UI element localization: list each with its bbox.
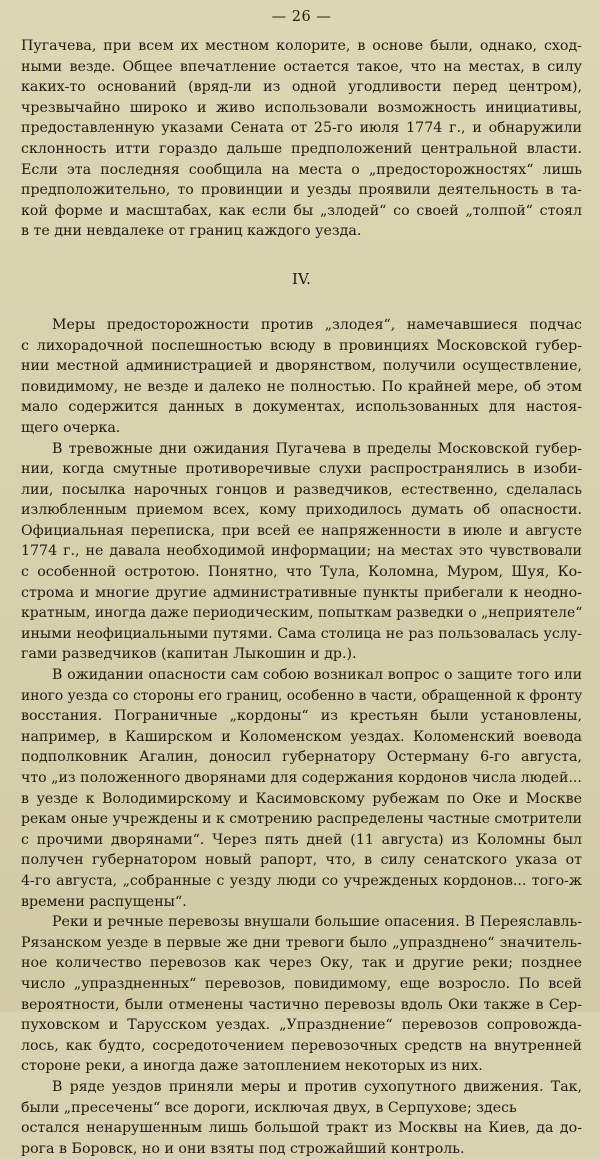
text-line: В ожидании опасности сам собою возникал вопрос о защите того или xyxy=(52,667,582,684)
text-line: 1774 г., не давала необходимой информации; на местах это чувствовали xyxy=(21,543,582,560)
paragraph-3 xyxy=(21,665,582,912)
text-line: каких-то оснований (вряд-ли из одной угодливости перед центром), xyxy=(21,79,582,96)
text-line: получен губернатором новый рапорт, что, в силу сенатского указа от xyxy=(21,852,582,869)
text-line: Рязанском уезде в первые же дни тревоги было „упразднено“ значитель- xyxy=(21,934,582,951)
paragraph-1 xyxy=(21,315,582,439)
text-line: В тревожные дни ожидания Пугачева в пределы Московской губер- xyxy=(52,440,582,457)
text-line: чрезвычайно широко и живо использовали возможность инициативы, xyxy=(21,99,582,116)
text-line: стороне реки, а иногда даже затоплением некоторых из них. xyxy=(21,1058,483,1075)
text-line: повидимому, не везде и далеко не полностью. По крайней мере, об этом xyxy=(21,378,582,395)
text-line: восстания. Пограничные „кордоны“ из крестьян были установлены, xyxy=(21,708,582,725)
text-line: В ряде уездов приняли меры и против сухопутного движения. Так, xyxy=(52,1078,582,1095)
text-line: ное количество перевозов как через Оку, так и другие реки; позднее xyxy=(21,955,582,972)
text-line: с особенной остротою. Понятно, что Тула, Коломна, Муром, Шуя, Ко- xyxy=(21,564,582,581)
text-line: например, в Каширском и Коломенском уездах. Коломенский воевода xyxy=(21,728,582,745)
paragraph-5 xyxy=(21,1077,582,1159)
text-line: с прочими дворянами“. Через пять дней (11 августа) из Коломны был xyxy=(21,831,582,848)
text-line: ными везде. Общее впечатление остается такое, что на местах, в силу xyxy=(21,58,582,75)
text-line: строма и многие другие административные пункты прибегали к неодно- xyxy=(21,584,582,601)
text-line: Реки и речные перевозы внушали большие опасения. В Переяславль- xyxy=(52,914,582,931)
text-line: склонность итти гораздо дальше предположений центральной власти. xyxy=(21,140,582,157)
text-line: в уезде к Володимирскому и Касимовскому рубежам по Оке и Москве xyxy=(21,790,582,807)
page-number: — 26 — xyxy=(271,9,332,25)
text-line: иного уезда со стороны его границ, особенно в части, обращенной к фронту xyxy=(21,687,582,704)
text-line: щего очерка. xyxy=(21,419,121,436)
text-line: излюбленным приемом всех, кому приходилось думать об опасности. xyxy=(21,502,582,519)
text-line: подполковник Агалин, доносил губернатору Остерману 6-го августа, xyxy=(21,749,582,766)
text-line: вероятности, были отменены частично перевозы вдоль Оки также в Сер- xyxy=(21,996,582,1013)
text-line: нии местной администрацией и дворянством, получили осуществление, xyxy=(21,358,582,375)
text-line: что „из положенного дворянами для содержания кордонов числа людей... xyxy=(21,770,582,786)
text-line: пуховском и Тарусском уездах. „Упразднение“ перевозов сопровожда- xyxy=(21,1017,582,1034)
paragraph-intro xyxy=(21,36,582,242)
text-line: остался ненарушенным лишь большой тракт из Москвы на Киев, да до- xyxy=(21,1120,582,1137)
text-line: кратным, иногда даже периодическим, попыткам разведки о „неприятеле“ xyxy=(21,605,582,622)
text-line: Если эта последняя сообщила на места о „предосторожностях“ лишь xyxy=(21,161,582,178)
text-line: Пугачева, при всем их местном колорите, в основе были, однако, сход- xyxy=(21,38,582,54)
text-line: число „упраздненных“ перевозов, повидимому, еще возросло. По всей xyxy=(21,975,582,992)
text-line: с лихорадочной поспешностью всюду в провинциях Московской губер- xyxy=(21,337,582,354)
text-line: Официальная переписка, при всей ее напряженности в июле и августе xyxy=(21,522,582,539)
text-line: кой форме и масштабах, как если бы „злодей“ со своей „толпой“ стоял xyxy=(21,202,582,219)
text-line: мало содержится данных в документах, использованных для настоя- xyxy=(21,399,582,416)
text-line: 4-го августа, „собранные с уезду люди со учрежденых кордонов... того-ж xyxy=(21,872,582,889)
text-line: лии, посылка нарочных гонцов и разведчиков, естественно, сделалась xyxy=(21,481,582,498)
section-number: IV. xyxy=(292,269,311,288)
text-line: Меры предосторожности против „злодея“, намечавшиеся подчас xyxy=(52,316,582,333)
text-line: предположительно, то провинции и уезды проявили деятельность в та- xyxy=(21,182,582,199)
text-line: рекам оные учреждены и к смотрению распределены частные смотрители xyxy=(21,811,582,828)
text-line: в те дни невдалеке от границ каждого уезда. xyxy=(21,223,362,240)
text-line: гами разведчиков (капитан Лыкошин и др.). xyxy=(21,646,357,663)
paragraph-4 xyxy=(21,912,582,1077)
text-line: рога в Боровск, но и они взяты под строжайший контроль. xyxy=(21,1140,465,1157)
text-line: лось, как будто, сосредоточением перевозочных средств на внутренней xyxy=(21,1037,582,1054)
text-line: иными неофициальными путями. Сама столица не раз пользовалась услу- xyxy=(21,625,582,642)
text-line: нии, когда смутные противоречивые слухи распространялись в изоби- xyxy=(21,461,582,478)
text-line: предоставленную указами Сената от 25-го июля 1774 г., и обнаружили xyxy=(21,120,582,137)
text-line: были „пресечены“ все дороги, исключая двух, в Серпухове; здесь xyxy=(21,1099,517,1116)
text-line: времени распущены“. xyxy=(21,893,187,910)
paragraph-2 xyxy=(21,439,582,666)
